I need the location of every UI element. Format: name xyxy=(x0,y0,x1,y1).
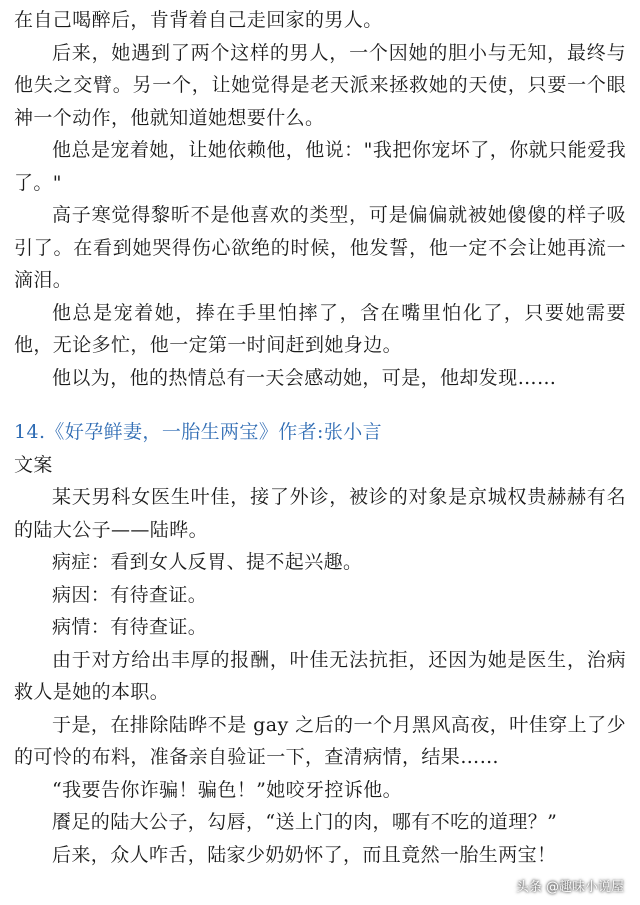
section-heading: 14.《好孕鲜妻，一胎生两宝》作者:张小言 xyxy=(14,421,383,443)
paragraph: 后来，她遇到了两个这样的男人，一个因她的胆小与无知，最终与他失之交臂。另一个，让她觉得是老天派来拯救她的天使，只要一个眼神一个动作，他就知道她想要什么。 xyxy=(14,41,626,129)
watermark xyxy=(498,876,624,895)
section-spacer xyxy=(14,394,626,416)
toutiao-logo-icon xyxy=(498,879,512,893)
section-label: 文案 xyxy=(14,453,53,476)
paragraph: 病因：有待查证。 xyxy=(52,583,208,606)
paragraph: 某天男科女医生叶佳，接了外诊，被诊的对象是京城权贵赫赫有名的陆大公子——陆晔。 xyxy=(14,486,626,541)
paragraph: “我要告你诈骗！骗色！”她咬牙控诉他。 xyxy=(52,778,403,801)
paragraph: 他以为，他的热情总有一天会感动她，可是，他却发现…… xyxy=(52,366,557,389)
paragraph: 由于对方给出丰厚的报酬，叶佳无法抗拒，还因为她是医生，治病救人是她的本职。 xyxy=(14,648,626,703)
paragraph: 病情：有待查证。 xyxy=(52,616,208,638)
watermark-text: 头条 @趣味小说屋 xyxy=(515,880,624,895)
paragraph: 于是，在排除陆晔不是 gay 之后的一个月黑风高夜，叶佳穿上了少的可怜的布料，准备亲自验证一下，查清病情，结果…… xyxy=(14,713,626,768)
paragraph: 在自己喝醉后，肯背着自己走回家的男人。 xyxy=(14,9,383,31)
paragraph: 后来，众人咋舌，陆家少奶奶怀了，而且竟然一胎生两宝！ xyxy=(52,843,557,866)
paragraph: 病症：看到女人反胃、提不起兴趣。 xyxy=(52,551,363,573)
paragraph: 餍足的陆大公子，勾唇，“送上门的肉，哪有不吃的道理？” xyxy=(52,811,558,833)
paragraph: 他总是宠着她，让她依赖他，他说："我把你宠坏了，你就只能爱我了。" xyxy=(14,139,626,194)
paragraph: 高子寒觉得黎昕不是他喜欢的类型，可是偏偏就被她傻傻的样子吸引了。在看到她哭得伤心欲绝的时候，他发誓，他一定不会让她再流一滴泪。 xyxy=(14,204,626,291)
paragraph: 他总是宠着她，捧在手里怕摔了，含在嘴里怕化了，只要她需要他，无论多忙，他一定第一时间赶到她身边。 xyxy=(14,301,626,356)
